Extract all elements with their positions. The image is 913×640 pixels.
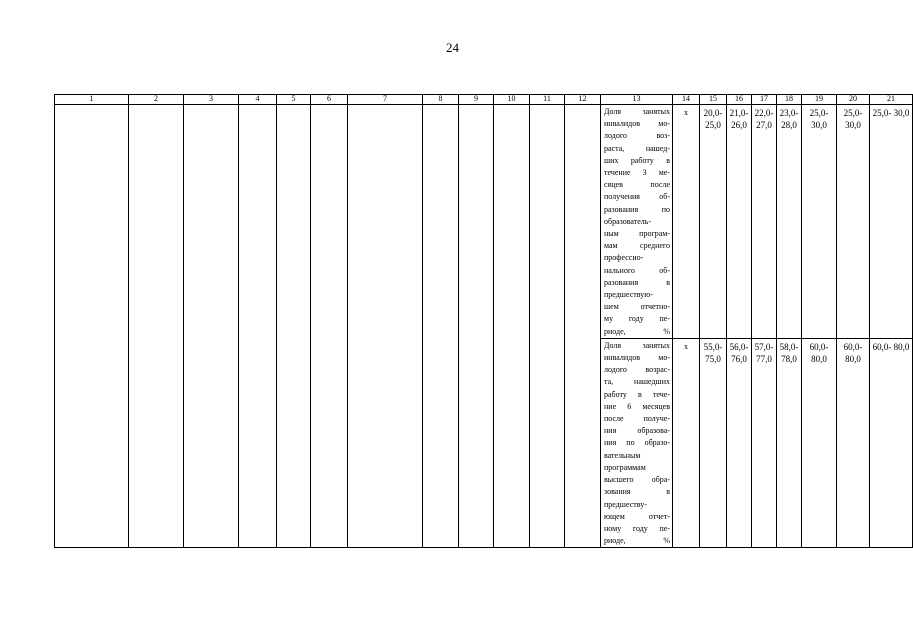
indicator-description bbox=[601, 338, 673, 547]
column-header: 7 bbox=[348, 95, 423, 105]
column-header: 16 bbox=[727, 95, 752, 105]
desc-line: после получе- bbox=[604, 414, 670, 424]
target-value: 23,0- 28,0 bbox=[777, 105, 802, 339]
empty-cell bbox=[494, 105, 530, 548]
desc-line: лодого воз- bbox=[604, 131, 670, 141]
desc-line: Доля занятых bbox=[604, 340, 670, 350]
desc-line: получения об- bbox=[604, 192, 670, 202]
empty-cell bbox=[530, 105, 565, 548]
empty-cell bbox=[239, 105, 277, 548]
empty-cell bbox=[565, 105, 601, 548]
target-value: 20,0- 25,0 bbox=[700, 105, 727, 339]
target-value: 22,0- 27,0 bbox=[752, 105, 777, 339]
column-header: 19 bbox=[802, 95, 837, 105]
target-value: 25,0- 30,0 bbox=[802, 105, 837, 339]
column-header: 20 bbox=[837, 95, 870, 105]
target-value: 57,0- 77,0 bbox=[752, 338, 777, 547]
desc-line: инвалидов мо- bbox=[604, 353, 670, 363]
data-table bbox=[54, 94, 913, 548]
desc-line: ших работу в bbox=[604, 155, 670, 165]
desc-line: ния образова- bbox=[604, 426, 670, 436]
column-header: 12 bbox=[565, 95, 601, 105]
page-number: 24 bbox=[446, 40, 459, 55]
empty-cell bbox=[55, 105, 129, 548]
empty-cell bbox=[311, 105, 348, 548]
desc-line: разования по bbox=[604, 204, 670, 214]
target-value: 60,0- 80,0 bbox=[802, 338, 837, 547]
desc-line: мам среднего bbox=[604, 241, 670, 251]
desc-line: профессио- bbox=[604, 253, 644, 263]
column-header: 6 bbox=[311, 95, 348, 105]
empty-cell bbox=[129, 105, 184, 548]
column-header: 14 bbox=[673, 95, 700, 105]
target-value: 25,0- 30,0 bbox=[870, 105, 913, 339]
desc-line: риоде, % bbox=[604, 326, 670, 336]
empty-cell bbox=[348, 105, 423, 548]
desc-line: вательным bbox=[604, 450, 641, 460]
desc-line: ние 6 месяцев bbox=[604, 401, 670, 411]
target-value: 55,0- 75,0 bbox=[700, 338, 727, 547]
column-header: 15 bbox=[700, 95, 727, 105]
desc-line: высшего обра- bbox=[604, 475, 670, 485]
indicator-description bbox=[601, 105, 673, 339]
column-header: 18 bbox=[777, 95, 802, 105]
col14-value: x bbox=[673, 338, 700, 547]
empty-cell bbox=[423, 105, 459, 548]
desc-line: та, нашедших bbox=[604, 377, 670, 387]
desc-line: предшествую- bbox=[604, 290, 653, 300]
col14-value: x bbox=[673, 105, 700, 339]
column-header: 10 bbox=[494, 95, 530, 105]
column-header: 4 bbox=[239, 95, 277, 105]
empty-cell bbox=[184, 105, 239, 548]
desc-line: ным програм- bbox=[604, 229, 670, 239]
target-value: 60,0- 80,0 bbox=[870, 338, 913, 547]
target-value: 56,0- 76,0 bbox=[727, 338, 752, 547]
column-header: 1 bbox=[55, 95, 129, 105]
desc-line: образователь- bbox=[604, 216, 652, 226]
desc-line: сяцев после bbox=[604, 180, 670, 190]
table-row bbox=[55, 105, 913, 339]
column-header: 8 bbox=[423, 95, 459, 105]
column-header: 13 bbox=[601, 95, 673, 105]
column-header: 2 bbox=[129, 95, 184, 105]
empty-cell bbox=[277, 105, 311, 548]
column-header: 9 bbox=[459, 95, 494, 105]
desc-line: инвалидов мо- bbox=[604, 119, 670, 129]
desc-line: нального об- bbox=[604, 265, 670, 275]
desc-line: му году пе- bbox=[604, 314, 670, 324]
desc-line: ния по образо- bbox=[604, 438, 670, 448]
target-value: 58,0- 78,0 bbox=[777, 338, 802, 547]
desc-line: раста, нашед- bbox=[604, 143, 670, 153]
header-row bbox=[55, 95, 913, 105]
desc-line: ющем отчет- bbox=[604, 511, 670, 521]
column-header: 21 bbox=[870, 95, 913, 105]
empty-cell bbox=[459, 105, 494, 548]
desc-line: ному году пе- bbox=[604, 523, 670, 533]
desc-line: Доля занятых bbox=[604, 107, 670, 116]
target-value: 25,0- 30,0 bbox=[837, 105, 870, 339]
column-header: 3 bbox=[184, 95, 239, 105]
desc-line: риоде, % bbox=[604, 536, 670, 546]
desc-line: разования в bbox=[604, 277, 670, 287]
desc-line: зования в bbox=[604, 487, 670, 497]
desc-line: лодого возрас- bbox=[604, 365, 670, 375]
target-value: 21,0- 26,0 bbox=[727, 105, 752, 339]
column-header: 5 bbox=[277, 95, 311, 105]
desc-line: предшеству- bbox=[604, 499, 647, 509]
column-header: 11 bbox=[530, 95, 565, 105]
desc-line: работу в тече- bbox=[604, 389, 670, 399]
target-value: 60,0- 80,0 bbox=[837, 338, 870, 547]
desc-line: шем отчетно- bbox=[604, 302, 670, 312]
desc-line: течение 3 ме- bbox=[604, 168, 670, 178]
column-header: 17 bbox=[752, 95, 777, 105]
desc-line: программам bbox=[604, 462, 646, 472]
